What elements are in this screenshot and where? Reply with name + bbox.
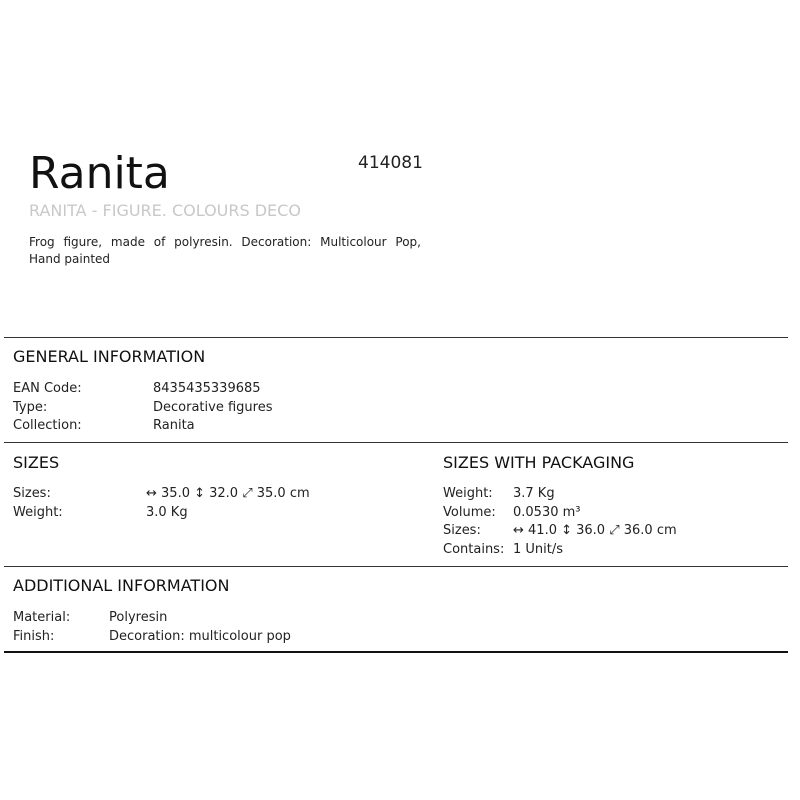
divider-top bbox=[4, 337, 788, 338]
packaging-row-weight bbox=[443, 485, 783, 504]
sizes-heading: SIZES bbox=[13, 453, 60, 472]
additional-row-finish bbox=[13, 628, 413, 647]
general-row-type bbox=[13, 399, 413, 418]
sizes-label: Weight: bbox=[13, 504, 63, 520]
additional-heading: ADDITIONAL INFORMATION bbox=[13, 576, 230, 595]
general-value: Decorative figures bbox=[153, 399, 273, 415]
packaging-table bbox=[443, 485, 783, 559]
divider-sizes bbox=[4, 566, 788, 567]
general-value: 8435435339685 bbox=[153, 381, 261, 396]
general-label: Collection: bbox=[13, 418, 82, 433]
sizes-row-dimensions bbox=[13, 485, 413, 504]
product-subtitle: RANITA - FIGURE. COLOURS DECO bbox=[29, 201, 301, 220]
sizes-row-weight bbox=[13, 504, 413, 523]
packaging-row-contains bbox=[443, 541, 783, 560]
general-row-collection bbox=[13, 417, 413, 436]
packaging-value: 0.0530 m³ bbox=[513, 504, 581, 520]
additional-label: Material: bbox=[13, 610, 71, 625]
general-row-ean bbox=[13, 380, 413, 399]
product-reference: 414081 bbox=[358, 153, 423, 173]
additional-label: Finish: bbox=[13, 628, 55, 644]
general-heading: GENERAL INFORMATION bbox=[13, 347, 206, 366]
general-label: EAN Code: bbox=[13, 381, 82, 396]
divider-bottom bbox=[4, 651, 788, 653]
sizes-table bbox=[13, 485, 413, 522]
general-table bbox=[13, 380, 413, 436]
packaging-value: 1 Unit/s bbox=[513, 541, 564, 557]
product-title: Ranita bbox=[29, 148, 170, 199]
additional-value: Decoration: multicolour pop bbox=[109, 628, 291, 644]
packaging-row-volume bbox=[443, 504, 783, 523]
additional-value: Polyresin bbox=[109, 610, 168, 625]
additional-row-material bbox=[13, 609, 413, 628]
additional-table bbox=[13, 609, 413, 646]
packaging-label: Volume: bbox=[443, 504, 496, 520]
sizes-label: Sizes: bbox=[13, 486, 51, 501]
general-label: Type: bbox=[13, 399, 48, 415]
product-description: Frog figure, made of polyresin. Decoration: Multicolour Pop, Hand painted bbox=[29, 235, 421, 266]
packaging-value: 3.7 Kg bbox=[513, 486, 555, 501]
packaging-value: ↔ 41.0 ↕ 36.0 ⤢ 36.0 cm bbox=[513, 523, 677, 538]
packaging-heading: SIZES WITH PACKAGING bbox=[443, 453, 635, 472]
packaging-row-dimensions bbox=[443, 522, 783, 541]
sizes-value: 3.0 Kg bbox=[146, 504, 188, 520]
general-value: Ranita bbox=[153, 418, 195, 433]
packaging-label: Sizes: bbox=[443, 523, 481, 538]
packaging-label: Weight: bbox=[443, 486, 493, 501]
sizes-value: ↔ 35.0 ↕ 32.0 ⤢ 35.0 cm bbox=[146, 486, 310, 501]
divider-general bbox=[4, 442, 788, 443]
packaging-label: Contains: bbox=[443, 541, 505, 557]
